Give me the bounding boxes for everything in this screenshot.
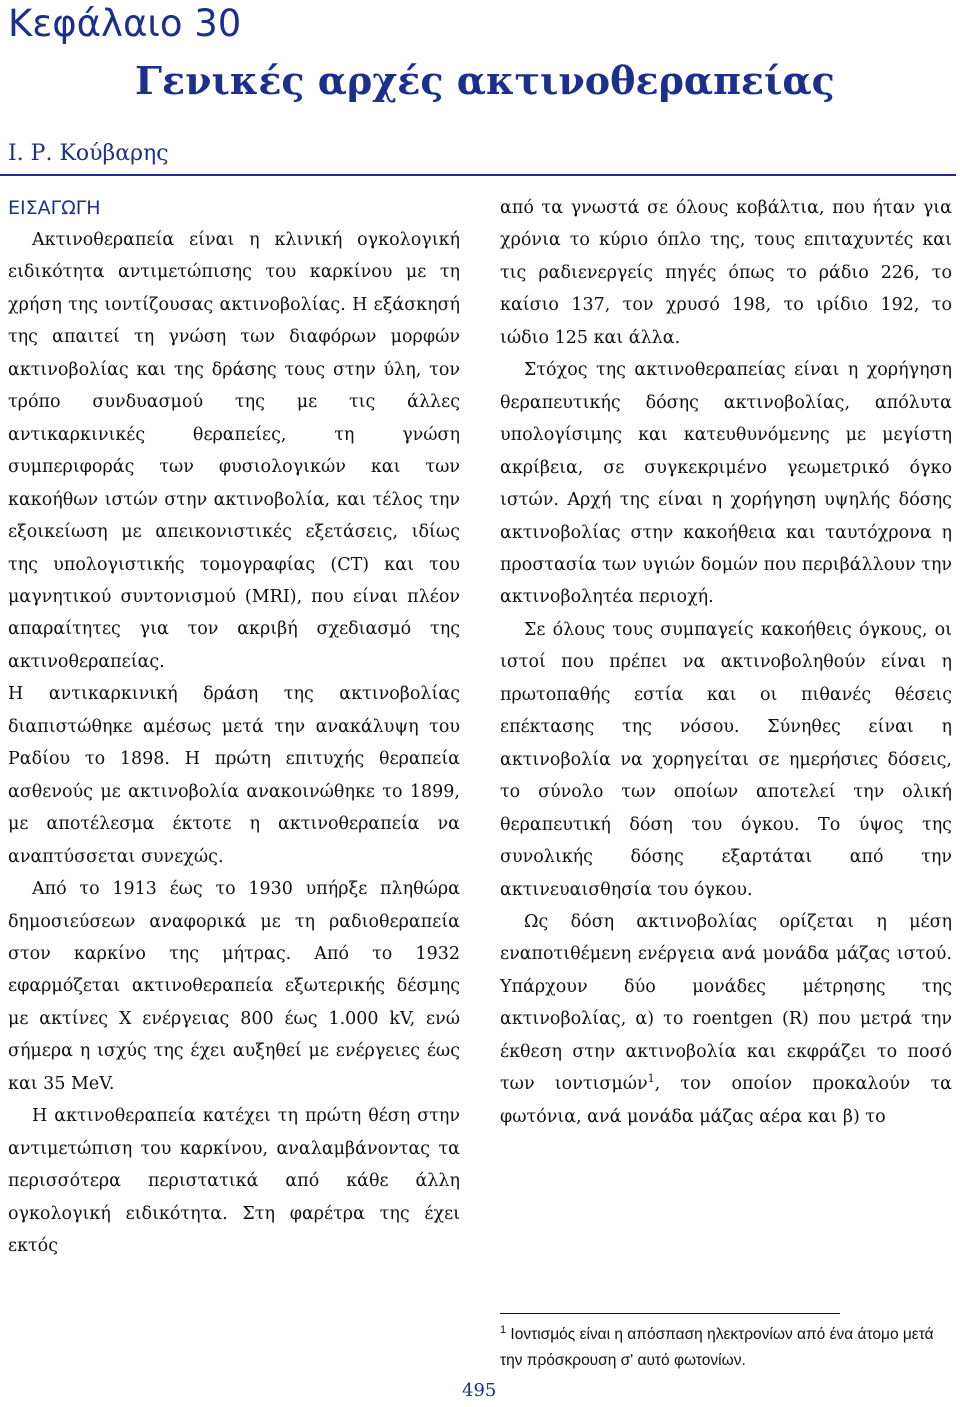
paragraph: από τα γνωστά σε όλους κοβάλτια, που ήταν για χρόνια το κύριο όπλο της, τους επιταχυντές και τις ραδιενεργείς πηγές όπως το ράδιο 226, το καίσιο 137, τον χρυσό 198, το ιρίδιο 192, το ιώδιο 125 και άλλα. xyxy=(500,198,952,348)
paragraph xyxy=(500,906,952,1133)
chapter-title: Γενικές αρχές ακτινοθεραπείας xyxy=(135,58,835,103)
page-number: 495 xyxy=(462,1380,497,1401)
paragraph: Στόχος της ακτινοθεραπείας είναι η χορήγηση θεραπευτικής δόσης ακτινοβολίας, απόλυτα υπολογίσιμης και κατευθυνόμενης με μεγίστη ακρίβεια, σε συγκεκριμένο γεωμετρικό όγκο ιστών. Αρχή της είναι η χορήγηση υψηλής δόσης ακτινοβολίας στην κακοήθεια και ταυτόχρονα η προστασία των υγιών δομών που περιβάλλουν την ακτινοβολητέα περιοχή. xyxy=(500,360,952,608)
footnote-divider xyxy=(500,1313,840,1314)
chapter-label: Κεφάλαιο 30 xyxy=(8,2,242,45)
footnote-text: Ιοντισμός είναι η απόσπαση ηλεκτρονίων από ένα άτομο μετά την πρόσκρουση σ' αυτό φωτονίων. xyxy=(500,1326,934,1369)
footnote xyxy=(500,1322,952,1374)
header-divider xyxy=(0,174,956,176)
paragraph-text: Ως δόση ακτινοβολίας ορίζεται η μέση εναποτιθέμενη ενέργεια ανά μονάδα μάζας ιστού. Υπάρχουν δύο μονάδες μέτρησης της ακτινοβολίας, α) το roentgen (R) που μετρά την έκθεση στην ακτινοβολία και εκφράζει το ποσό των ιοντισμών xyxy=(500,911,952,1095)
paragraph: Η αντικαρκινική δράση της ακτινοβολίας διαπιστώθηκε αμέσως μετά την ανακάλυψη του Ραδίου το 1898. Η πρώτη επιτυχής θεραπεία ασθενούς με ακτινοβολία ανακοινώθηκε το 1899, με αποτέλεσμα έκτοτε η ακτινοθεραπεία να αναπτύσσεται συνεχώς. xyxy=(8,684,460,867)
paragraph: Ακτινοθεραπεία είναι η κλινική ογκολογική ειδικότητα αντιμετώπισης του καρκίνου με τη χρήση της ιοντίζουσας ακτινοβολίας. Η εξάσκησή της απαιτεί τη γνώση των διαφόρων μορφών ακτινοβολίας και της δράσης τους στην ύλη, τον τρόπο συνδυασμού της με τις άλλες αντικαρκινικές θεραπείες, τη γνώση συμπεριφοράς των φυσιολογικών και των κακοήθων ιστών στην ακτινοβολία, και τέλος την εξοικείωση με απεικονιστικές εξετάσεις, ιδίως της υπολογιστικής τομογραφίας (CT) και του μαγνητικού συντονισμού (MRI), που είναι πλέον απαραίτητες για τον ακριβή σχεδιασμό της ακτινοθεραπείας. xyxy=(8,230,460,672)
author-name: Ι. Ρ. Κούβαρης xyxy=(8,141,169,166)
paragraph: Από το 1913 έως το 1930 υπήρξε πληθώρα δημοσιεύσεων αναφορικά με τη ραδιοθεραπεία στον καρκίνο της μήτρας. Από το 1932 εφαρμόζεται ακτινοθεραπεία εξωτερικής δέσμης με ακτίνες X ενέργειας 800 έως 1.000 kV, ενώ σήμερα η ισχύς της έχει αυξηθεί με ενέργειες έως και 35 MeV. xyxy=(8,879,460,1094)
left-column xyxy=(8,192,460,1263)
footnote-marker: 1 xyxy=(500,1323,507,1336)
footnote-ref[interactable]: 1 xyxy=(647,1072,655,1086)
paragraph: Σε όλους τους συμπαγείς κακοήθεις όγκους, οι ιστοί που πρέπει να ακτινοβοληθούν είναι η πρωτοπαθής εστία και οι πιθανές θέσεις επέκτασης της νόσου. Σύνηθες είναι η ακτινοβολία να χορηγείται σε ημερήσιες δόσεις, το σύνολο των οποίων αποτελεί την ολική θεραπευτική δόση του όγκου. Το ύψος της συνολικής δόσης εξαρτάται από την ακτινευαισθησία του όγκου. xyxy=(500,619,952,900)
section-heading: ΕΙΣΑΓΩΓΗ xyxy=(8,197,101,219)
right-column xyxy=(500,192,952,1133)
paragraph-text-cont: , τον οποίον προκαλούν τα φωτόνια, ανά μονάδα μάζας αέρα και β) το xyxy=(500,1074,952,1127)
paragraph: Η ακτινοθεραπεία κατέχει τη πρώτη θέση στην αντιμετώπιση του καρκίνου, αναλαμβάνοντας τα περισσότερα περιστατικά από κάθε άλλη ογκολογική ειδικότητα. Στη φαρέτρα της έχει εκτός xyxy=(8,1106,460,1257)
